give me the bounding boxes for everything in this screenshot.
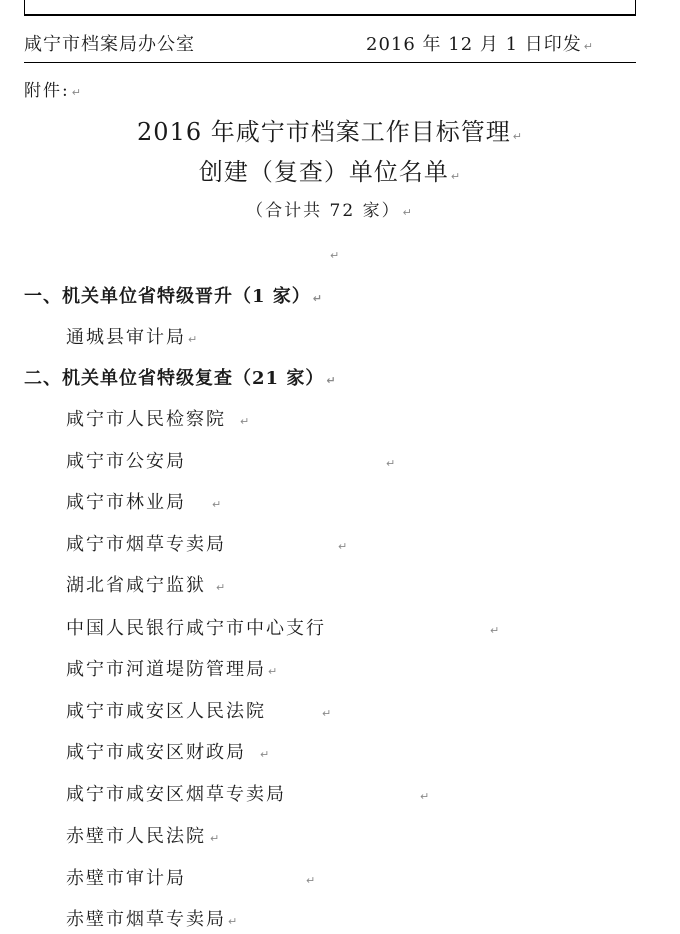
paragraph-mark-icon: ↵ (338, 540, 350, 553)
section-heading-1: 一、机关单位省特级晋升（1 家） ↵ (24, 286, 324, 307)
list-item: 咸宁市咸安区烟草专卖局 ↵ (66, 784, 432, 805)
paragraph-mark-icon: ↵ (512, 130, 523, 143)
list-item: 咸宁市公安局 ↵ (66, 451, 398, 472)
paragraph-mark-icon: ↵ (260, 748, 272, 761)
paragraph-mark-icon: ↵ (312, 292, 324, 305)
list-item: 中国人民银行咸宁市中心支行 ↵ (66, 618, 502, 639)
paragraph-mark-icon: ↵ (240, 415, 252, 428)
paragraph-mark-icon: ↵ (402, 206, 414, 219)
paragraph-mark-icon: ↵ (322, 707, 334, 720)
list-item: 咸宁市咸安区财政局 ↵ (66, 742, 272, 763)
document-title-line-1: 2016 年咸宁市档案工作目标管理 ↵ (137, 118, 523, 146)
list-item: 咸宁市林业局 ↵ (66, 492, 224, 513)
paragraph-mark-icon: ↵ (210, 832, 222, 845)
paragraph-mark-icon: ↵ (386, 457, 398, 470)
list-item: 赤壁市烟草专卖局 ↵ (66, 909, 240, 930)
paragraph-mark-icon: ↵ (212, 498, 224, 511)
paragraph-mark-icon: ↵ (216, 581, 228, 594)
document-title-line-2: 创建（复查）单位名单 ↵ (198, 158, 462, 186)
list-item: 咸宁市河道堤防管理局 ↵ (66, 659, 280, 680)
paragraph-mark-icon: ↵ (228, 915, 240, 928)
paragraph-mark-icon: ↵ (71, 86, 83, 99)
top-border-line (24, 14, 636, 16)
left-border-tick (24, 0, 25, 14)
paragraph-mark-icon: ↵ (330, 249, 340, 262)
issuing-office: 咸宁市档案局办公室 (24, 34, 195, 55)
list-item: 湖北省咸宁监狱 ↵ (66, 575, 228, 596)
empty-paragraph (328, 244, 339, 263)
paragraph-mark-icon: ↵ (188, 333, 200, 346)
right-border-tick (635, 0, 636, 14)
list-item: 通城县审计局 ↵ (66, 327, 200, 348)
paragraph-mark-icon: ↵ (583, 40, 594, 53)
paragraph-mark-icon: ↵ (420, 790, 432, 803)
header-bottom-line (24, 62, 636, 63)
attachment-label: 附件: ↵ (24, 81, 83, 101)
list-item: 咸宁市烟草专卖局 ↵ (66, 534, 350, 555)
list-item: 赤壁市审计局 ↵ (66, 868, 318, 889)
paragraph-mark-icon: ↵ (490, 624, 502, 637)
list-item: 赤壁市人民法院 ↵ (66, 826, 222, 847)
total-count: （合计共 72 家） ↵ (246, 201, 414, 221)
list-item: 咸宁市人民检察院 ↵ (66, 409, 252, 430)
paragraph-mark-icon: ↵ (326, 374, 337, 387)
section-heading-2: 二、机关单位省特级复查（21 家） ↵ (24, 368, 337, 389)
paragraph-mark-icon: ↵ (306, 874, 318, 887)
paragraph-mark-icon: ↵ (450, 170, 462, 183)
paragraph-mark-icon: ↵ (268, 665, 280, 678)
list-item: 咸宁市咸安区人民法院 ↵ (66, 701, 334, 722)
issue-date: 2016 年 12 月 1 日印发 ↵ (366, 34, 594, 55)
